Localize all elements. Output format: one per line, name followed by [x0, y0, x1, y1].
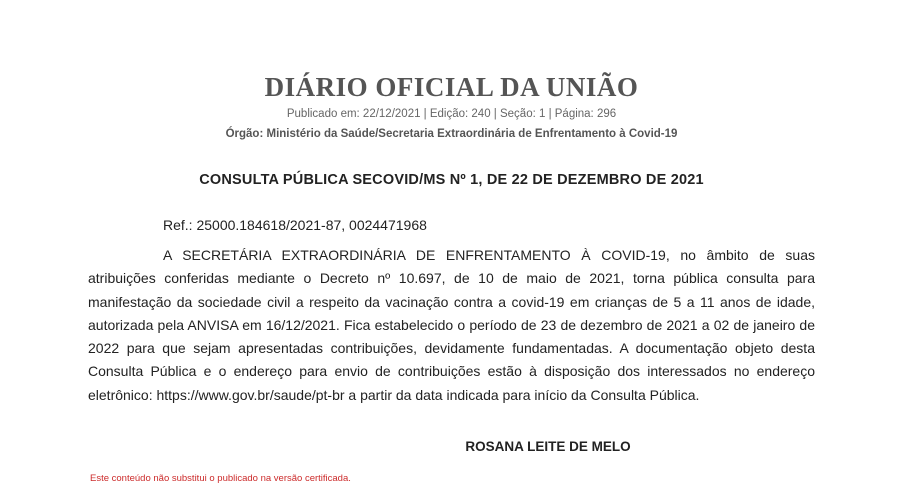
certified-version-disclaimer: Este conteúdo não substitui o publicado na versão certificada. — [90, 473, 351, 484]
organ-label: Órgão: — [225, 128, 264, 140]
publication-info: Publicado em: 22/12/2021 | Edição: 240 | Seção: 1 | Página: 296 — [286, 108, 617, 120]
organ-value: Ministério da Saúde/Secretaria Extraordinária de Enfrentamento à Covid-19 — [266, 128, 678, 140]
masthead-title: DIÁRIO OFICIAL DA UNIÃO — [264, 72, 639, 102]
signatory-name: ROSANA LEITE DE MELO — [465, 439, 631, 454]
organ-line — [0, 128, 903, 140]
act-body-paragraph: A SECRETÁRIA EXTRAORDINÁRIA DE ENFRENTAMENTO À COVID-19, no âmbito de suas atribuições conferidas mediante o Decreto nº 10.697, de 10 de maio de 2021, torna pública consulta para manifestação da sociedade civil a respeito da vacinação contra a covid-19 em crianças de 5 a 11 anos de idade, autorizada pela ANVISA em 16/12/2021. Fica estabelecido o período de 23 de dezembro de 2021 a 02 de janeiro de 2022 para que sejam apresentadas contribuições, devidamente fundamentadas. A documentação objeto desta Consulta Pública e o endereço para envio de contribuições estão à disposição dos interessados no endereço eletrônico: https://www.gov.br/saude/pt-br a partir da data indicada para início da Consulta Pública. — [88, 247, 815, 403]
reference-line: Ref.: 25000.184618/2021-87, 0024471968 — [163, 217, 427, 233]
act-title: CONSULTA PÚBLICA SECOVID/MS Nº 1, DE 22 DE DEZEMBRO DE 2021 — [199, 172, 704, 188]
